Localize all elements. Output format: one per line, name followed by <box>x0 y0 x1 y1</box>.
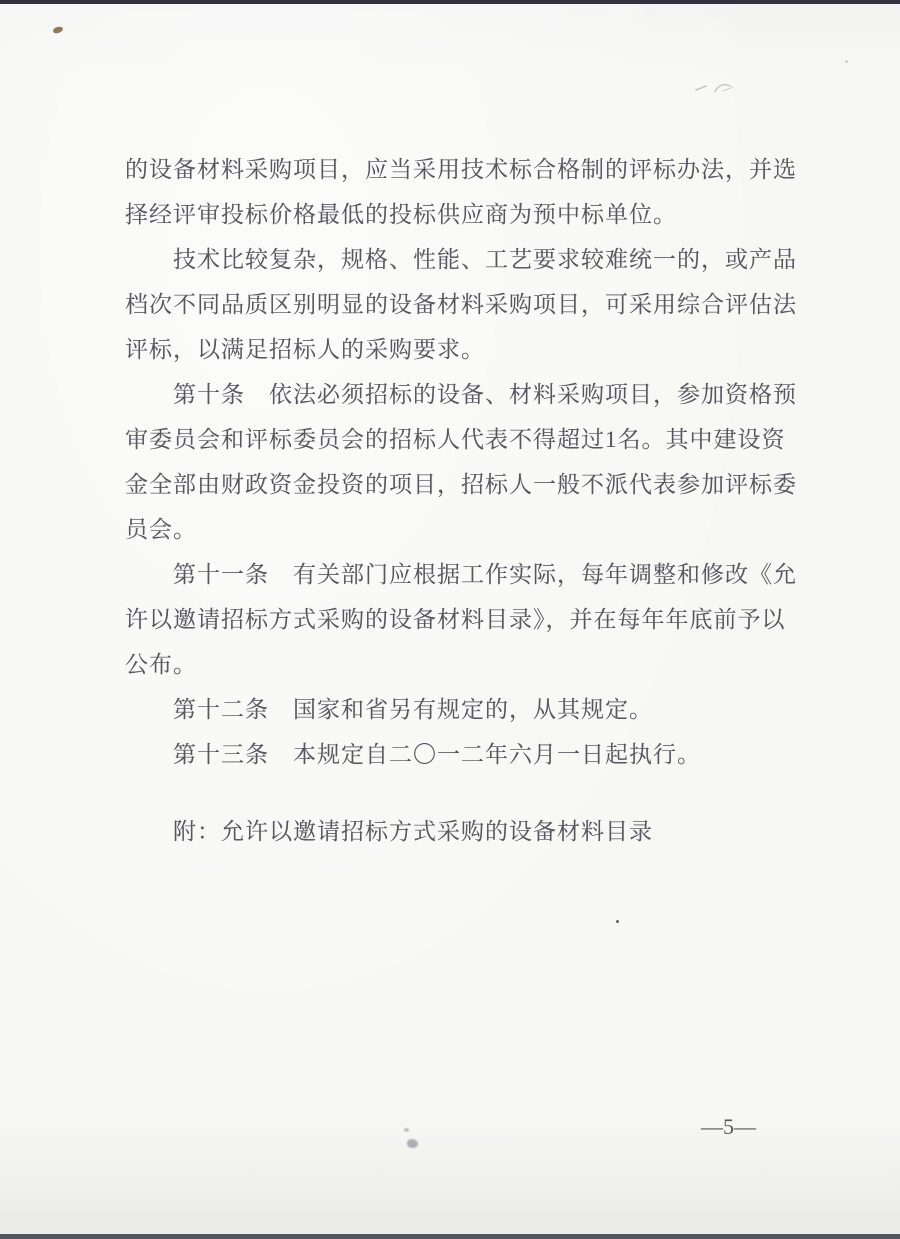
text-line: 第十一条 有关部门应根据工作实际，每年调整和修改《允 <box>173 562 797 587</box>
text-line: 评标，以满足招标人的采购要求。 <box>125 337 485 362</box>
smudge-dot <box>407 1139 418 1148</box>
text-line: 审委员会和评标委员会的招标人代表不得超过1名。其中建设资 <box>125 427 786 452</box>
paper-stain-speck <box>52 26 63 34</box>
text-line: 附：允许以邀请招标方式采购的设备材料目录 <box>173 819 653 844</box>
pencil-scribble-mark <box>693 79 741 99</box>
scan-border-top <box>0 0 900 4</box>
paper-speck <box>845 60 848 63</box>
text-line: 员会。 <box>125 517 197 542</box>
smudge-dot <box>404 1128 409 1132</box>
text-line: 第十二条 国家和省另有规定的，从其规定。 <box>173 697 653 722</box>
text-line: 档次不同品质区别明显的设备材料采购项目，可采用综合评估法 <box>125 292 797 317</box>
text-line: 的设备材料采购项目，应当采用技术标合格制的评标办法，并选 <box>125 157 797 182</box>
text-line: 技术比较复杂，规格、性能、工艺要求较难统一的，或产品 <box>173 247 797 272</box>
text-line: 择经评审投标价格最低的投标供应商为预中标单位。 <box>125 202 677 227</box>
document-text-block <box>125 147 797 854</box>
text-line: 第十三条 本规定自二〇一二年六月一日起执行。 <box>173 742 701 767</box>
text-line: 公布。 <box>125 652 197 677</box>
smudge-mark <box>398 1124 422 1156</box>
text-line: 许以邀请招标方式采购的设备材料目录》，并在每年年底前予以 <box>125 607 786 632</box>
page-number: —5— <box>701 1114 756 1139</box>
text-line: 第十条 依法必须招标的设备、材料采购项目，参加资格预 <box>173 382 797 407</box>
ink-dot-artifact <box>616 920 619 923</box>
text-line: 金全部由财政资金投资的项目，招标人一般不派代表参加评标委 <box>125 472 797 497</box>
scan-border-bottom <box>0 1234 900 1239</box>
